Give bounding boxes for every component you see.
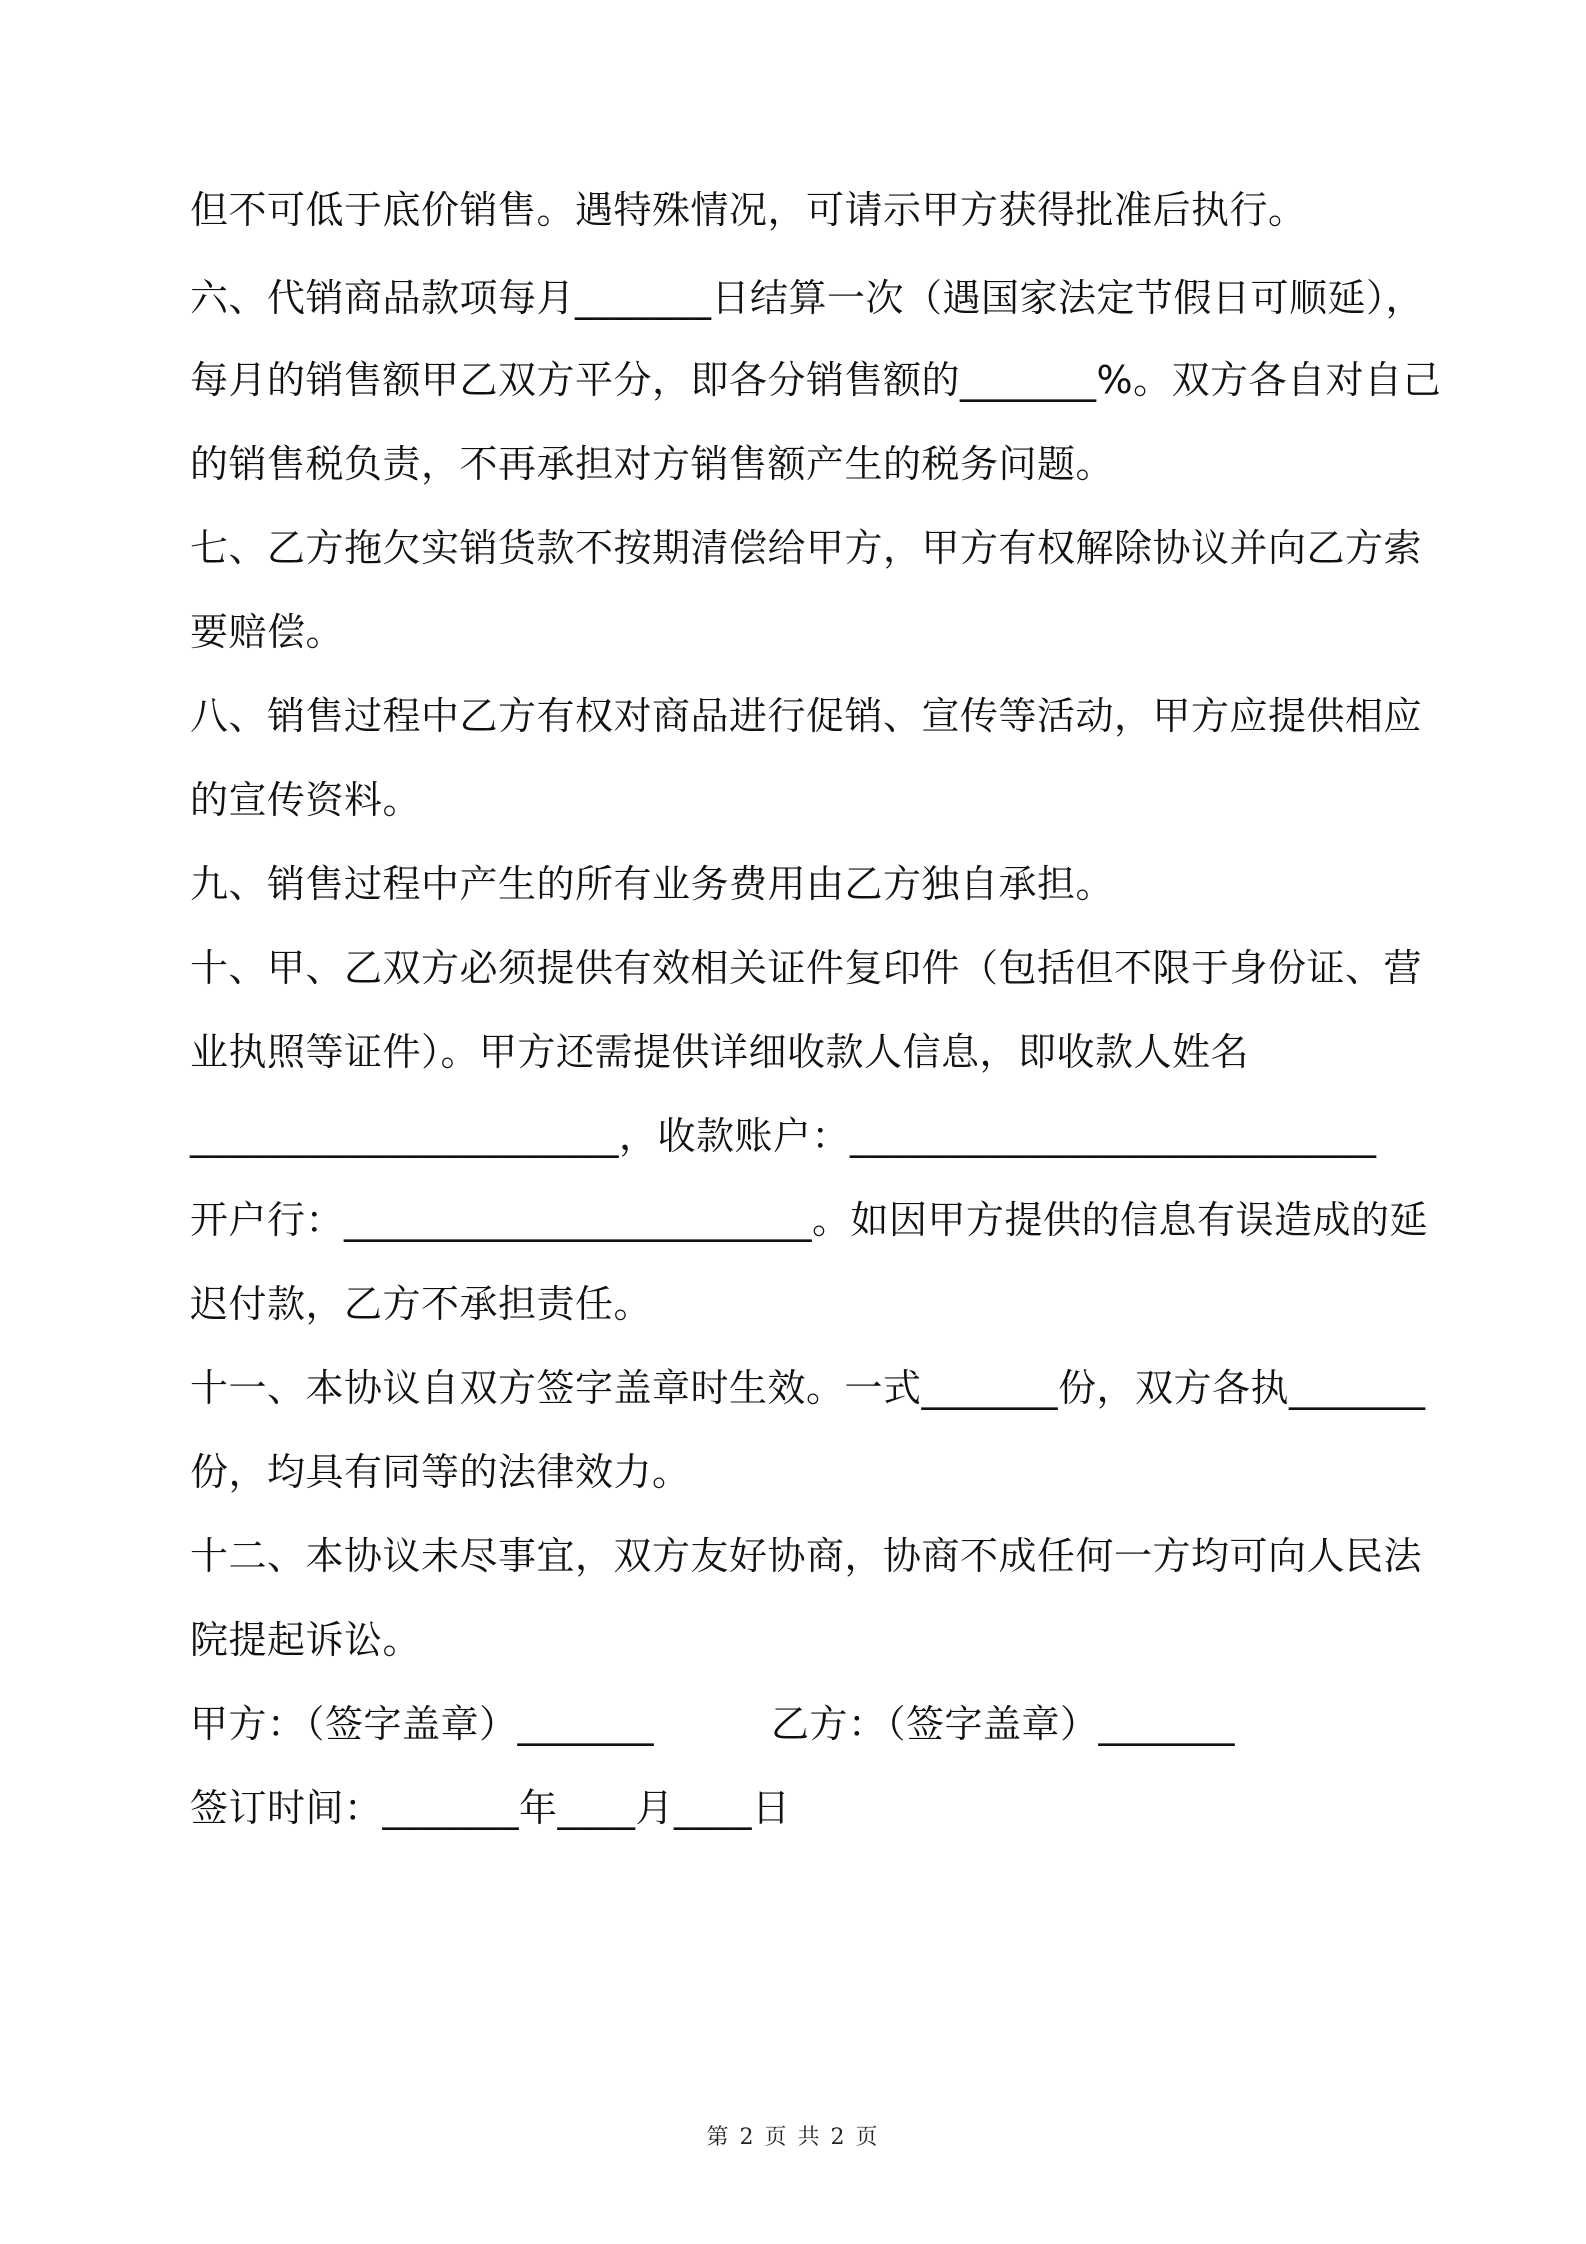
clause-7-line-1: 七、乙方拖欠实销货款不按期清偿给甲方，甲方有权解除协议并向乙方索 — [190, 526, 1423, 570]
clause-10-line-2: 业执照等证件）。甲方还需提供详细收款人信息，即收款人姓名 — [190, 1030, 1250, 1074]
clause-6-line-2: 每月的销售额甲乙双方平分，即各分销售额的_______%。双方各自对自己 — [190, 358, 1442, 402]
party-a-signature: 甲方：（签字盖章）_______ — [190, 1702, 655, 1746]
clause-12-line-2: 院提起诉讼。 — [190, 1618, 422, 1662]
clause-7-line-2: 要赔偿。 — [190, 610, 345, 654]
party-b-signature: 乙方：（签字盖章）_______ — [771, 1702, 1236, 1746]
signing-date: 签订时间：_______年____月____日 — [190, 1786, 791, 1830]
clause-11-line-1: 十一、本协议自双方签字盖章时生效。一式_______份，双方各执_______ — [190, 1366, 1426, 1410]
clause-11-line-2: 份，均具有同等的法律效力。 — [190, 1450, 691, 1494]
clause-10-line-5: 迟付款，乙方不承担责任。 — [190, 1282, 653, 1326]
clause-9-line-1: 九、销售过程中产生的所有业务费用由乙方独自承担。 — [190, 862, 1115, 906]
paragraph-line: 但不可低于底价销售。遇特殊情况，可请示甲方获得批准后执行。 — [190, 188, 1307, 232]
clause-10-line-4: 开户行：________________________。如因甲方提供的信息有误造成的延 — [190, 1198, 1429, 1242]
clause-6-line-3: 的销售税负责，不再承担对方销售额产生的税务问题。 — [190, 442, 1115, 486]
clause-8-line-2: 的宣传资料。 — [190, 778, 422, 822]
clause-8-line-1: 八、销售过程中乙方有权对商品进行促销、宣传等活动，甲方应提供相应 — [190, 694, 1423, 738]
clause-12-line-1: 十二、本协议未尽事宜，双方友好协商，协商不成任何一方均可向人民法 — [190, 1534, 1423, 1578]
page-footer: 第 2 页 共 2 页 — [706, 2125, 880, 2150]
clause-6-line-1: 六、代销商品款项每月_______日结算一次（遇国家法定节假日可顺延）， — [190, 276, 1425, 320]
clause-10-line-1: 十、甲、乙双方必须提供有效相关证件复印件（包括但不限于身份证、营 — [190, 946, 1423, 990]
clause-10-line-3: ______________________，收款账户：___________________________ — [190, 1114, 1377, 1158]
